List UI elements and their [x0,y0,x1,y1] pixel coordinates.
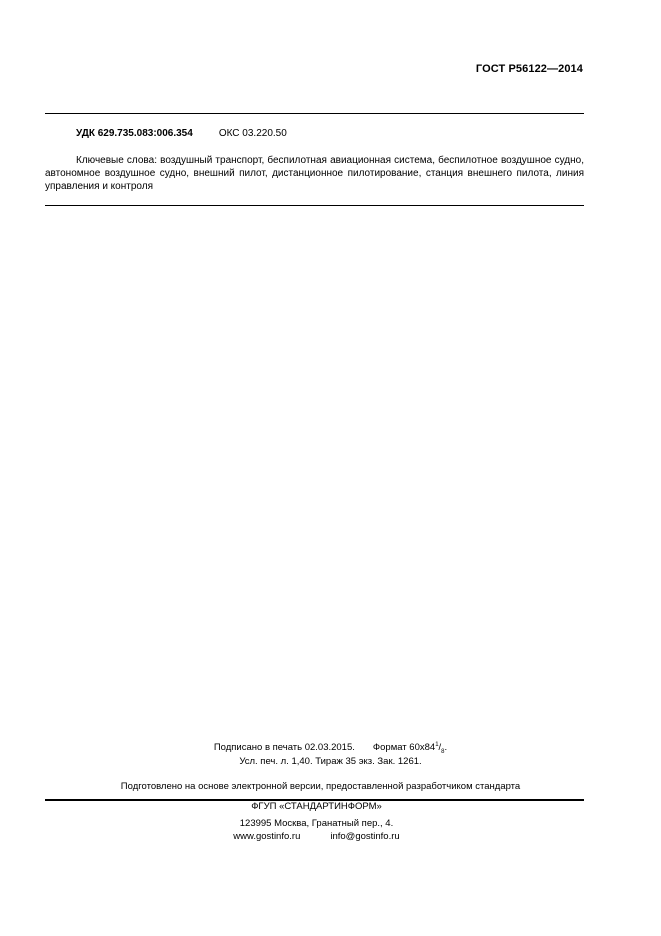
contact-line [0,831,647,842]
signed-date: Подписано в печать 02.03.2015. [213,742,355,754]
publisher-name: ФГУП «СТАНДАРТИНФОРМ» [251,801,382,812]
paper-format: Формат $60х84^1/_8$. [372,742,448,756]
imprint-signed-line [0,742,661,755]
print-sheets-line: Усл. печ. л. 1,40. Тираж 35 экз. Зак. 1261. [239,756,422,767]
oks-code: ОКС 03.220.50 [218,128,287,139]
udk-code: УДК 629.735.083:006.354 [76,128,193,139]
email-link[interactable]: info@gostinfo.ru [330,831,400,842]
keywords-paragraph: Ключевые слова: воздушный транспорт, беспилотная авиационная система, беспилотное воздушное судно, автономное воздушное судно, внешний пилот, дистанционное пилотирование, станция внешнего пилота, линия управления и контроля [45,155,584,192]
prepared-note: Подготовлено на основе электронной версии, предоставленной разработчиком стандарта [120,781,521,792]
top-divider [45,113,584,114]
middle-divider [45,205,584,206]
website-link[interactable]: www.gostinfo.ru [233,831,301,842]
publisher-address: 123995 Москва, Гранатный пер., 4. [239,818,394,829]
classification-line [76,128,287,139]
standard-code: ГОСТ Р56122—2014 [475,63,583,75]
